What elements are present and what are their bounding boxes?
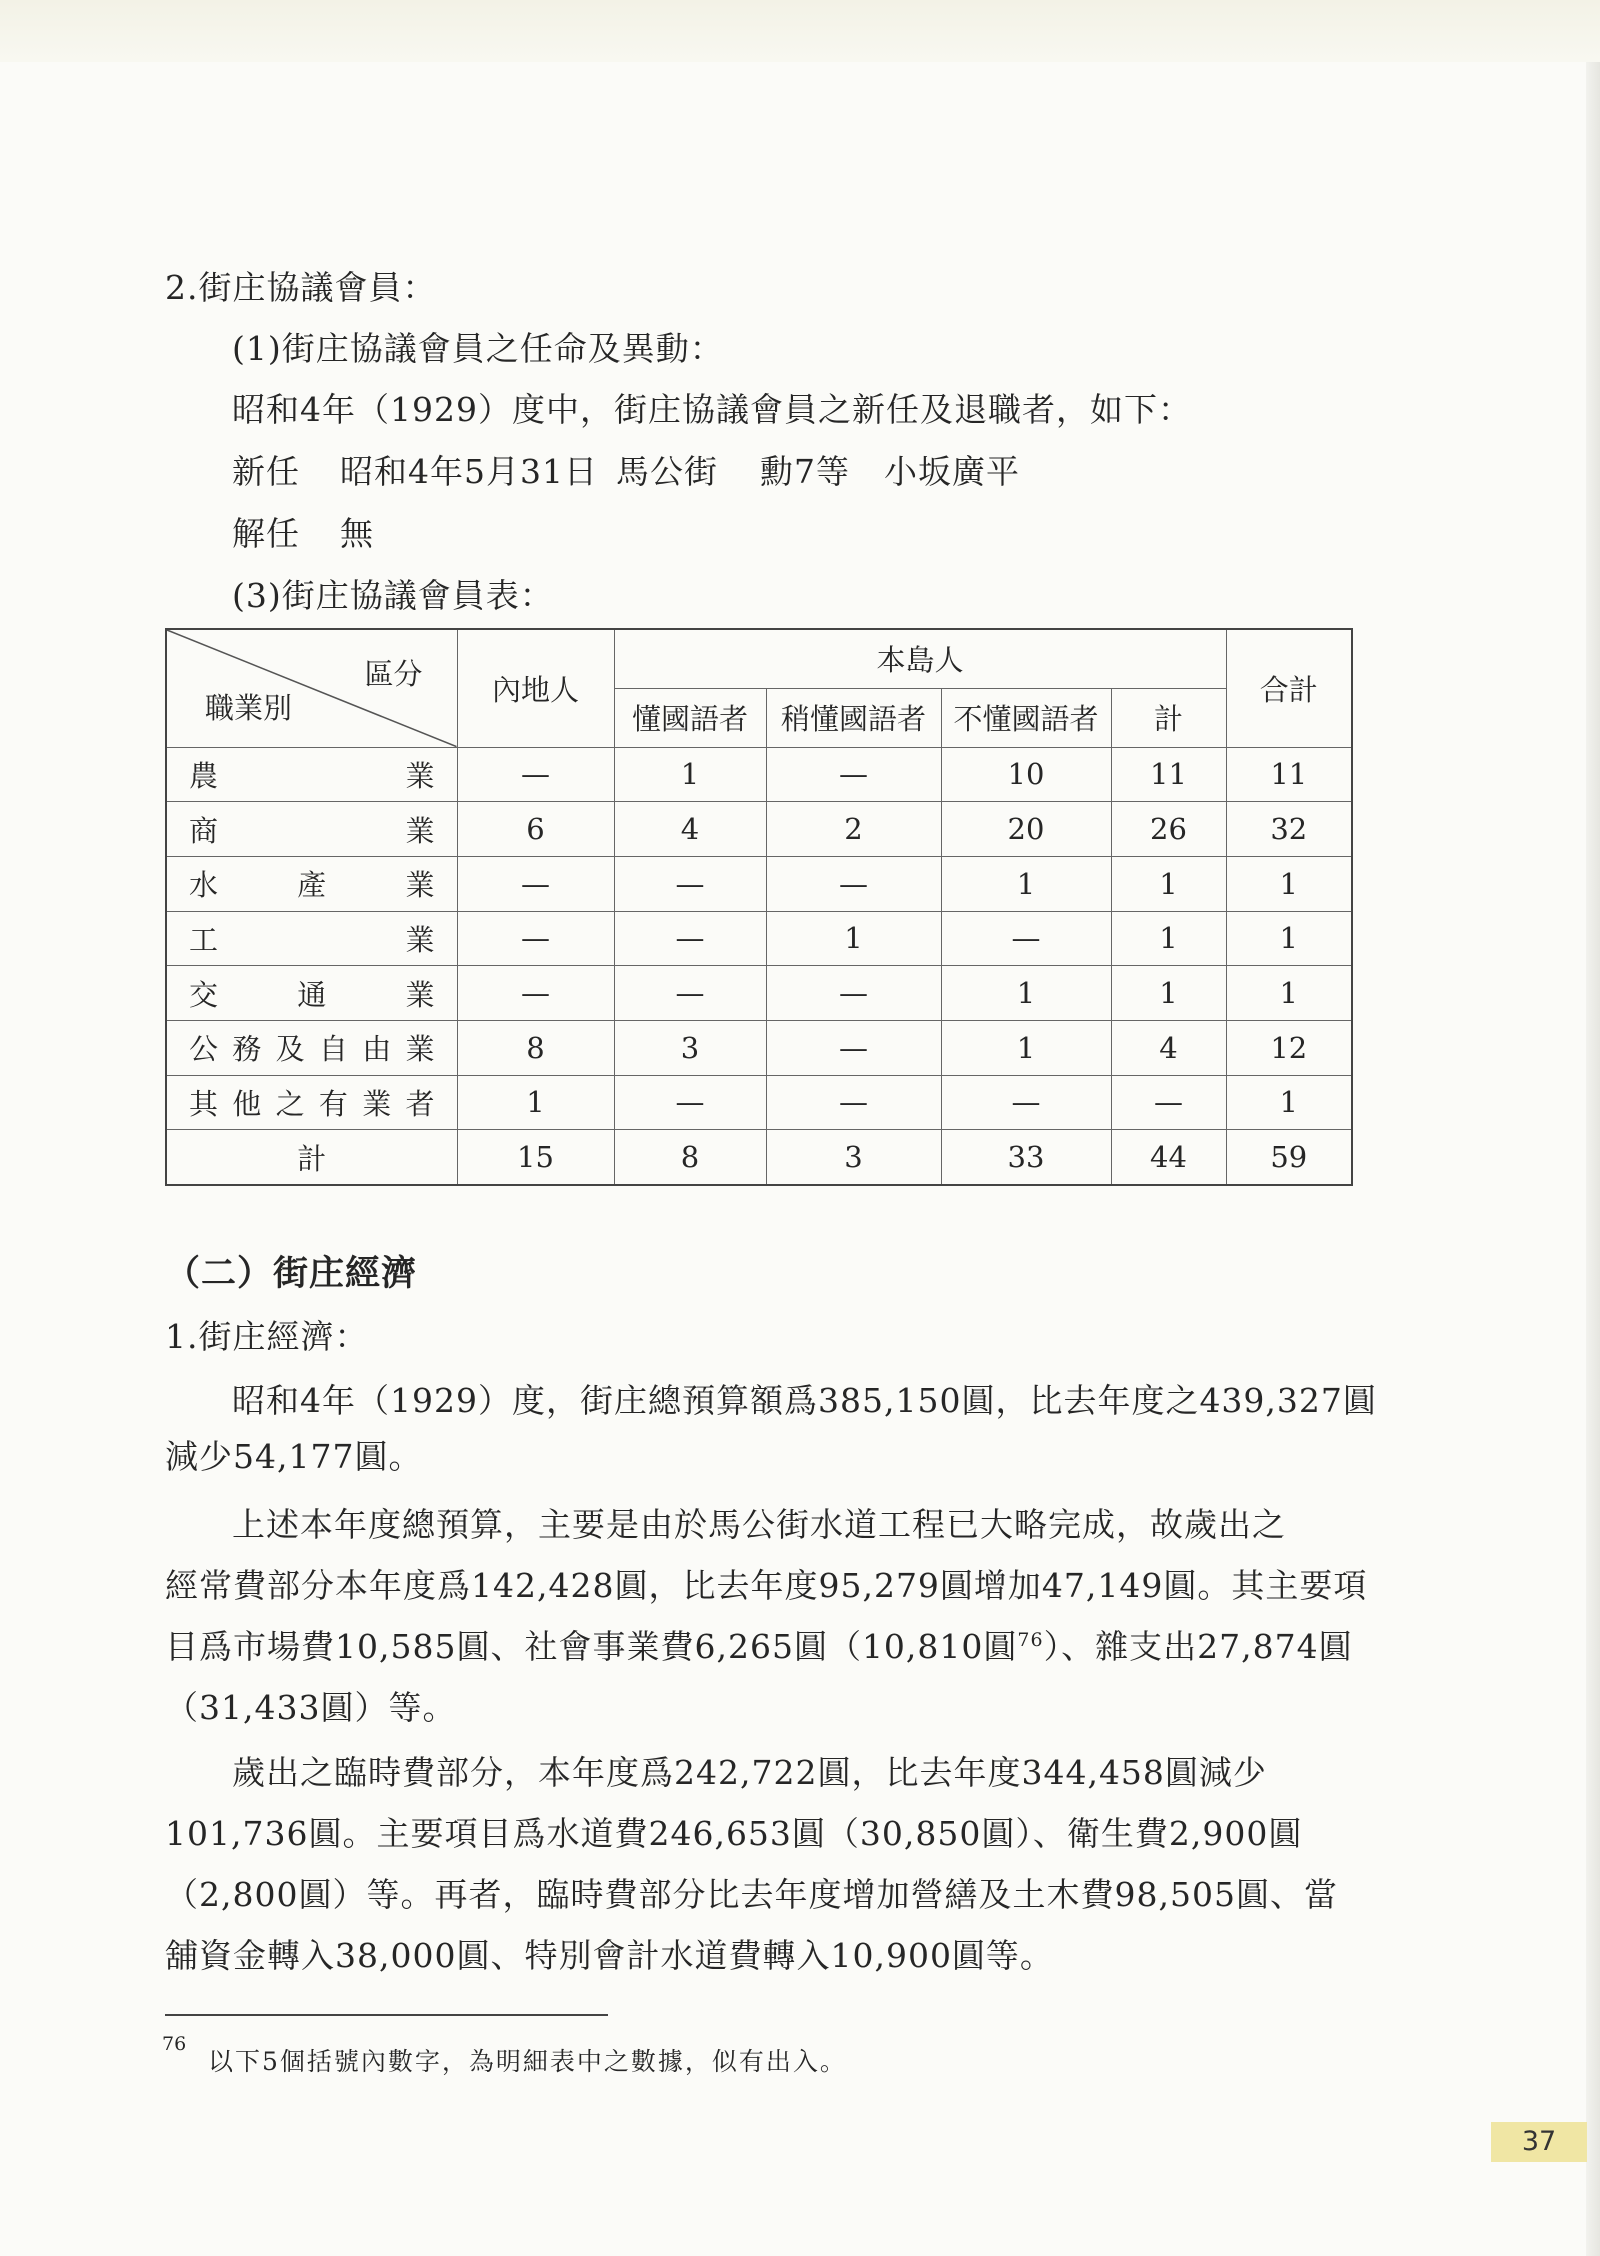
economy-section-title: （二）街庄經濟 bbox=[165, 1254, 418, 1294]
cell: — bbox=[457, 966, 614, 1021]
table-row bbox=[166, 747, 1352, 802]
cell: — bbox=[766, 747, 941, 802]
cell: 1 bbox=[614, 747, 766, 802]
dismissal-line bbox=[232, 514, 632, 554]
cell: 3 bbox=[614, 1020, 766, 1075]
cell: 2 bbox=[766, 802, 941, 857]
diagonal-header-cell bbox=[166, 629, 457, 747]
cell: — bbox=[1111, 1075, 1226, 1130]
footnote-ref: 76 bbox=[1017, 1629, 1044, 1651]
table-row bbox=[166, 1020, 1352, 1075]
appointment-label: 新任 bbox=[232, 452, 300, 491]
header-occupation: 職業別 bbox=[205, 690, 293, 725]
appointment-name: 小坂廣平 bbox=[884, 452, 1020, 491]
cell: 1 bbox=[941, 856, 1111, 911]
appointment-rank: 勳7等 bbox=[760, 452, 850, 491]
cell: — bbox=[614, 1075, 766, 1130]
footnote-divider bbox=[165, 2014, 608, 2016]
table-total-row bbox=[166, 1130, 1352, 1185]
cell: 4 bbox=[1111, 1020, 1226, 1075]
cell: 6 bbox=[457, 802, 614, 857]
header-category: 區分 bbox=[364, 657, 423, 691]
cell: 44 bbox=[1111, 1130, 1226, 1185]
cell: 3 bbox=[766, 1130, 941, 1185]
cell: — bbox=[941, 1075, 1111, 1130]
cell: 1 bbox=[1226, 911, 1352, 966]
paragraph-line bbox=[165, 1627, 1353, 1667]
row-label: 商業 bbox=[166, 802, 457, 857]
paragraph-line: （31,433圓）等。 bbox=[165, 1688, 457, 1727]
appointment-date: 昭和4年5月31日 bbox=[340, 452, 598, 491]
cell: 1 bbox=[1111, 856, 1226, 911]
paragraph-segment: ）、雜支出27,874圓 bbox=[1043, 1627, 1353, 1666]
cell: — bbox=[614, 856, 766, 911]
table-row bbox=[166, 856, 1352, 911]
table-row bbox=[166, 802, 1352, 857]
economy-heading: 1.街庄經濟： bbox=[165, 1317, 369, 1356]
paragraph-line: 經常費部分本年度爲142,428圓，比去年度95,279圓增加47,149圓。其主要項 bbox=[165, 1566, 1368, 1605]
cell: 10 bbox=[941, 747, 1111, 802]
appointment-place: 馬公街 bbox=[616, 452, 718, 491]
cell: — bbox=[614, 966, 766, 1021]
paragraph-line: 上述本年度總預算，主要是由於馬公街水道工程已大略完成，故歲出之 bbox=[232, 1505, 1286, 1544]
cell: — bbox=[766, 856, 941, 911]
paragraph-segment: 目爲市場費10,585圓、社會事業費6,265圓（10,810圓 bbox=[165, 1627, 1018, 1666]
paragraph-line: 歲出之臨時費部分，本年度爲242,722圓，比去年度344,458圓減少 bbox=[232, 1753, 1267, 1792]
cell: 12 bbox=[1226, 1020, 1352, 1075]
cell: 1 bbox=[1226, 1075, 1352, 1130]
page-number: 37 bbox=[1491, 2122, 1587, 2162]
header-total: 合計 bbox=[1226, 629, 1352, 747]
cell: 32 bbox=[1226, 802, 1352, 857]
cell: 8 bbox=[614, 1130, 766, 1185]
row-label: 農業 bbox=[166, 747, 457, 802]
table-caption: (3)街庄協議會員表： bbox=[232, 576, 554, 615]
cell: — bbox=[457, 747, 614, 802]
cell: 1 bbox=[1111, 911, 1226, 966]
cell: 8 bbox=[457, 1020, 614, 1075]
appointment-line bbox=[232, 452, 1132, 492]
cell: — bbox=[941, 911, 1111, 966]
subsection-heading: (1)街庄協議會員之任命及異動： bbox=[232, 329, 724, 368]
page-edge-shadow bbox=[1586, 62, 1600, 2256]
row-label: 計 bbox=[166, 1130, 457, 1185]
cell: 1 bbox=[457, 1075, 614, 1130]
header-subtotal: 計 bbox=[1111, 688, 1226, 747]
cell: 11 bbox=[1111, 747, 1226, 802]
cell: — bbox=[457, 911, 614, 966]
cell: 33 bbox=[941, 1130, 1111, 1185]
council-members-table bbox=[165, 628, 1353, 1186]
dismissal-label: 解任 bbox=[232, 514, 300, 553]
header-naichi: 內地人 bbox=[457, 629, 614, 747]
table-row bbox=[166, 1075, 1352, 1130]
table-row bbox=[166, 966, 1352, 1021]
cell: 1 bbox=[941, 1020, 1111, 1075]
cell: 59 bbox=[1226, 1130, 1352, 1185]
cell: — bbox=[614, 911, 766, 966]
header-somewhat-fluent: 稍懂國語者 bbox=[766, 688, 941, 747]
header-fluent: 懂國語者 bbox=[614, 688, 766, 747]
cell: 11 bbox=[1226, 747, 1352, 802]
paragraph-line: 舖資金轉入38,000圓、特別會計水道費轉入10,900圓等。 bbox=[165, 1936, 1054, 1975]
footnote-text: 以下5個括號內數字，為明細表中之數據，似有出入。 bbox=[208, 2047, 847, 2076]
cell: — bbox=[766, 1075, 941, 1130]
footnote-number: 76 bbox=[162, 2033, 187, 2055]
cell: 4 bbox=[614, 802, 766, 857]
intro-text: 昭和4年（1929）度中，街庄協議會員之新任及退職者，如下： bbox=[232, 390, 1192, 429]
cell: 1 bbox=[766, 911, 941, 966]
cell: 1 bbox=[941, 966, 1111, 1021]
row-label: 公務及自由業 bbox=[166, 1020, 457, 1075]
paragraph-line: 昭和4年（1929）度，街庄總預算額爲385,150圓，比去年度之439,327圓 bbox=[232, 1381, 1377, 1420]
row-label: 其他之有業者 bbox=[166, 1075, 457, 1130]
cell: — bbox=[766, 966, 941, 1021]
cell: — bbox=[766, 1020, 941, 1075]
row-label: 工業 bbox=[166, 911, 457, 966]
paragraph-line: 101,736圓。主要項目爲水道費246,653圓（30,850圓）、衛生費2,900圓 bbox=[165, 1814, 1303, 1853]
paragraph-line: 減少54,177圓。 bbox=[165, 1437, 423, 1476]
cell: 26 bbox=[1111, 802, 1226, 857]
cell: — bbox=[457, 856, 614, 911]
row-label: 交通業 bbox=[166, 966, 457, 1021]
cell: 1 bbox=[1111, 966, 1226, 1021]
cell: 1 bbox=[1226, 856, 1352, 911]
page-top-strip bbox=[0, 0, 1600, 62]
paragraph-line: （2,800圓）等。再者，臨時費部分比去年度增加營繕及土木費98,505圓、當 bbox=[165, 1875, 1338, 1914]
header-not-fluent: 不懂國語者 bbox=[941, 688, 1111, 747]
dismissal-value: 無 bbox=[340, 514, 374, 553]
table-row bbox=[166, 911, 1352, 966]
header-hontou-group: 本島人 bbox=[614, 629, 1226, 688]
row-label: 水產業 bbox=[166, 856, 457, 911]
cell: 1 bbox=[1226, 966, 1352, 1021]
cell: 20 bbox=[941, 802, 1111, 857]
section-heading: 2.街庄協議會員： bbox=[165, 268, 437, 307]
cell: 15 bbox=[457, 1130, 614, 1185]
